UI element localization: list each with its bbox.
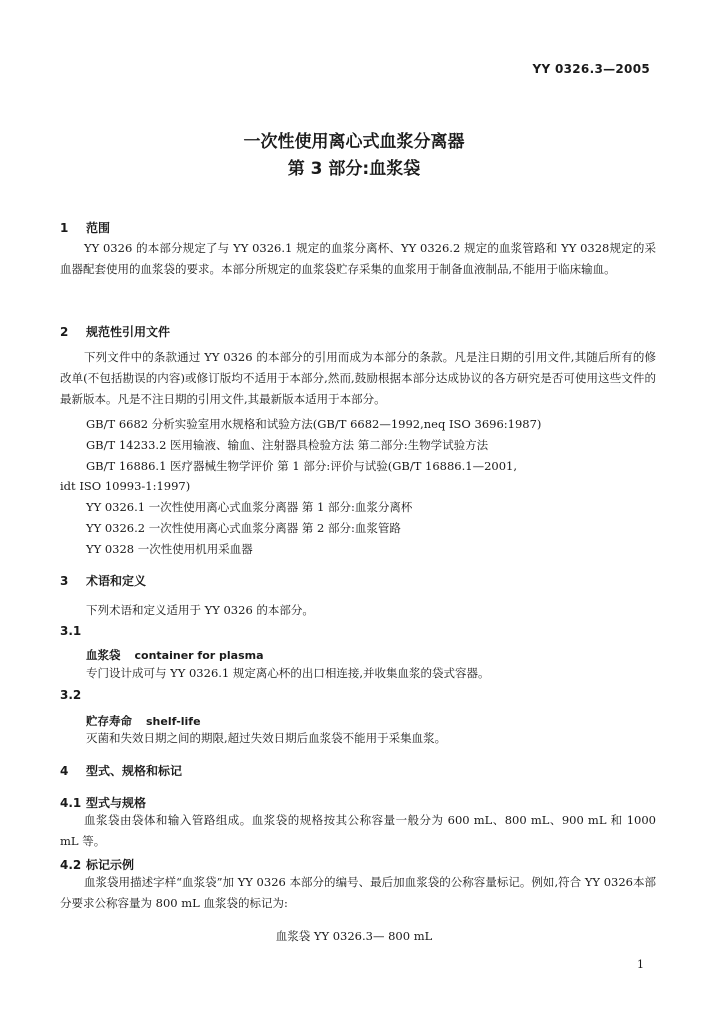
reference-item: GB/T 6682 分析实验室用水规格和试验方法(GB/T 6682—1992,neq ISO 3696:1987) — [86, 417, 542, 431]
section-title: 术语和定义 — [86, 574, 147, 588]
section-title: 型式、规格和标记 — [86, 764, 183, 778]
term-name: 贮存寿命 — [86, 714, 132, 728]
term-3-1-definition: 专门设计成可与 YY 0326.1 规定离心杯的出口相连接,并收集血浆的袋式容器。 — [86, 666, 490, 680]
section-number: 1 — [60, 221, 69, 235]
term-english: container for plasma — [134, 649, 264, 662]
section-2-heading — [60, 323, 170, 340]
subsection-title: 标记示例 — [86, 858, 135, 872]
section-number: 4 — [60, 764, 69, 778]
term-3-1-number: 3.1 — [60, 624, 82, 638]
term-3-2 — [86, 710, 201, 729]
document-title: 一次性使用离心式血浆分离器 — [243, 132, 465, 152]
document-subtitle: 第 3 部分:血浆袋 — [287, 159, 421, 179]
reference-item: YY 0328 一次性使用机用采血器 — [86, 542, 253, 556]
term-3-2-definition: 灭菌和失效日期之间的期限,超过失效日期后血浆袋不能用于采集血浆。 — [86, 731, 447, 745]
term-name: 血浆袋 — [86, 648, 121, 662]
term-3-1 — [86, 644, 264, 663]
section-1-paragraph: YY 0326 的本部分规定了与 YY 0326.1 规定的血浆分离杯、YY 0326.2 规定的血浆管路和 YY 0328规定的采血器配套使用的血浆袋的要求。本部分所规定的血浆袋贮存采集的血浆用于制备血液制品,不能用于临床输血。 — [60, 241, 656, 276]
section-3-intro: 下列术语和定义适用于 YY 0326 的本部分。 — [86, 603, 314, 617]
reference-item: GB/T 14233.2 医用输液、输血、注射器具检验方法 第二部分:生物学试验方法 — [86, 438, 489, 452]
subsection-4-1-paragraph: 血浆袋由袋体和输入管路组成。血浆袋的规格按其公称容量一般分为 600 mL、800 mL、900 mL 和 1000 mL 等。 — [60, 813, 656, 848]
section-title: 规范性引用文件 — [86, 325, 171, 339]
section-3-heading — [60, 572, 146, 589]
subsection-number: 4.2 — [60, 858, 82, 872]
subsection-title: 型式与规格 — [86, 796, 147, 810]
reference-item: YY 0326.1 一次性使用离心式血浆分离器 第 1 部分:血浆分离杯 — [86, 500, 413, 514]
subsection-4-1-heading — [60, 794, 146, 811]
standard-number: YY 0326.3—2005 — [532, 62, 650, 76]
marking-example: 血浆袋 YY 0326.3— 800 mL — [275, 929, 433, 943]
reference-item: YY 0326.2 一次性使用离心式血浆分离器 第 2 部分:血浆管路 — [86, 521, 401, 535]
page-number: 1 — [637, 958, 644, 971]
section-4-heading — [60, 762, 182, 779]
subsection-number: 4.1 — [60, 796, 82, 810]
reference-item-continued: idt ISO 10993-1:1997) — [60, 479, 191, 493]
section-number: 3 — [60, 574, 69, 588]
subsection-4-2-heading — [60, 856, 134, 873]
term-english: shelf-life — [146, 715, 201, 728]
section-title: 范围 — [86, 221, 111, 235]
term-3-2-number: 3.2 — [60, 688, 82, 702]
section-2-paragraph: 下列文件中的条款通过 YY 0326 的本部分的引用而成为本部分的条款。凡是注日期的引用文件,其随后所有的修改单(不包括勘误的内容)或修订版均不适用于本部分,然而,鼓励根据本部分达成协议的各方研究是否可使用这些文件的最新版本。凡是不注日期的引用文件,其最新版本适用于本部分。 — [60, 350, 656, 406]
section-number: 2 — [60, 325, 69, 339]
section-1-heading — [60, 219, 110, 236]
subsection-4-2-paragraph: 血浆袋用描述字样“血浆袋”加 YY 0326 本部分的编号、最后加血浆袋的公称容量标记。例如,符合 YY 0326本部分要求公称容量为 800 mL 血浆袋的标记为: — [60, 875, 656, 910]
reference-item: GB/T 16886.1 医疗器械生物学评价 第 1 部分:评价与试验(GB/T 16886.1—2001, — [86, 459, 518, 473]
